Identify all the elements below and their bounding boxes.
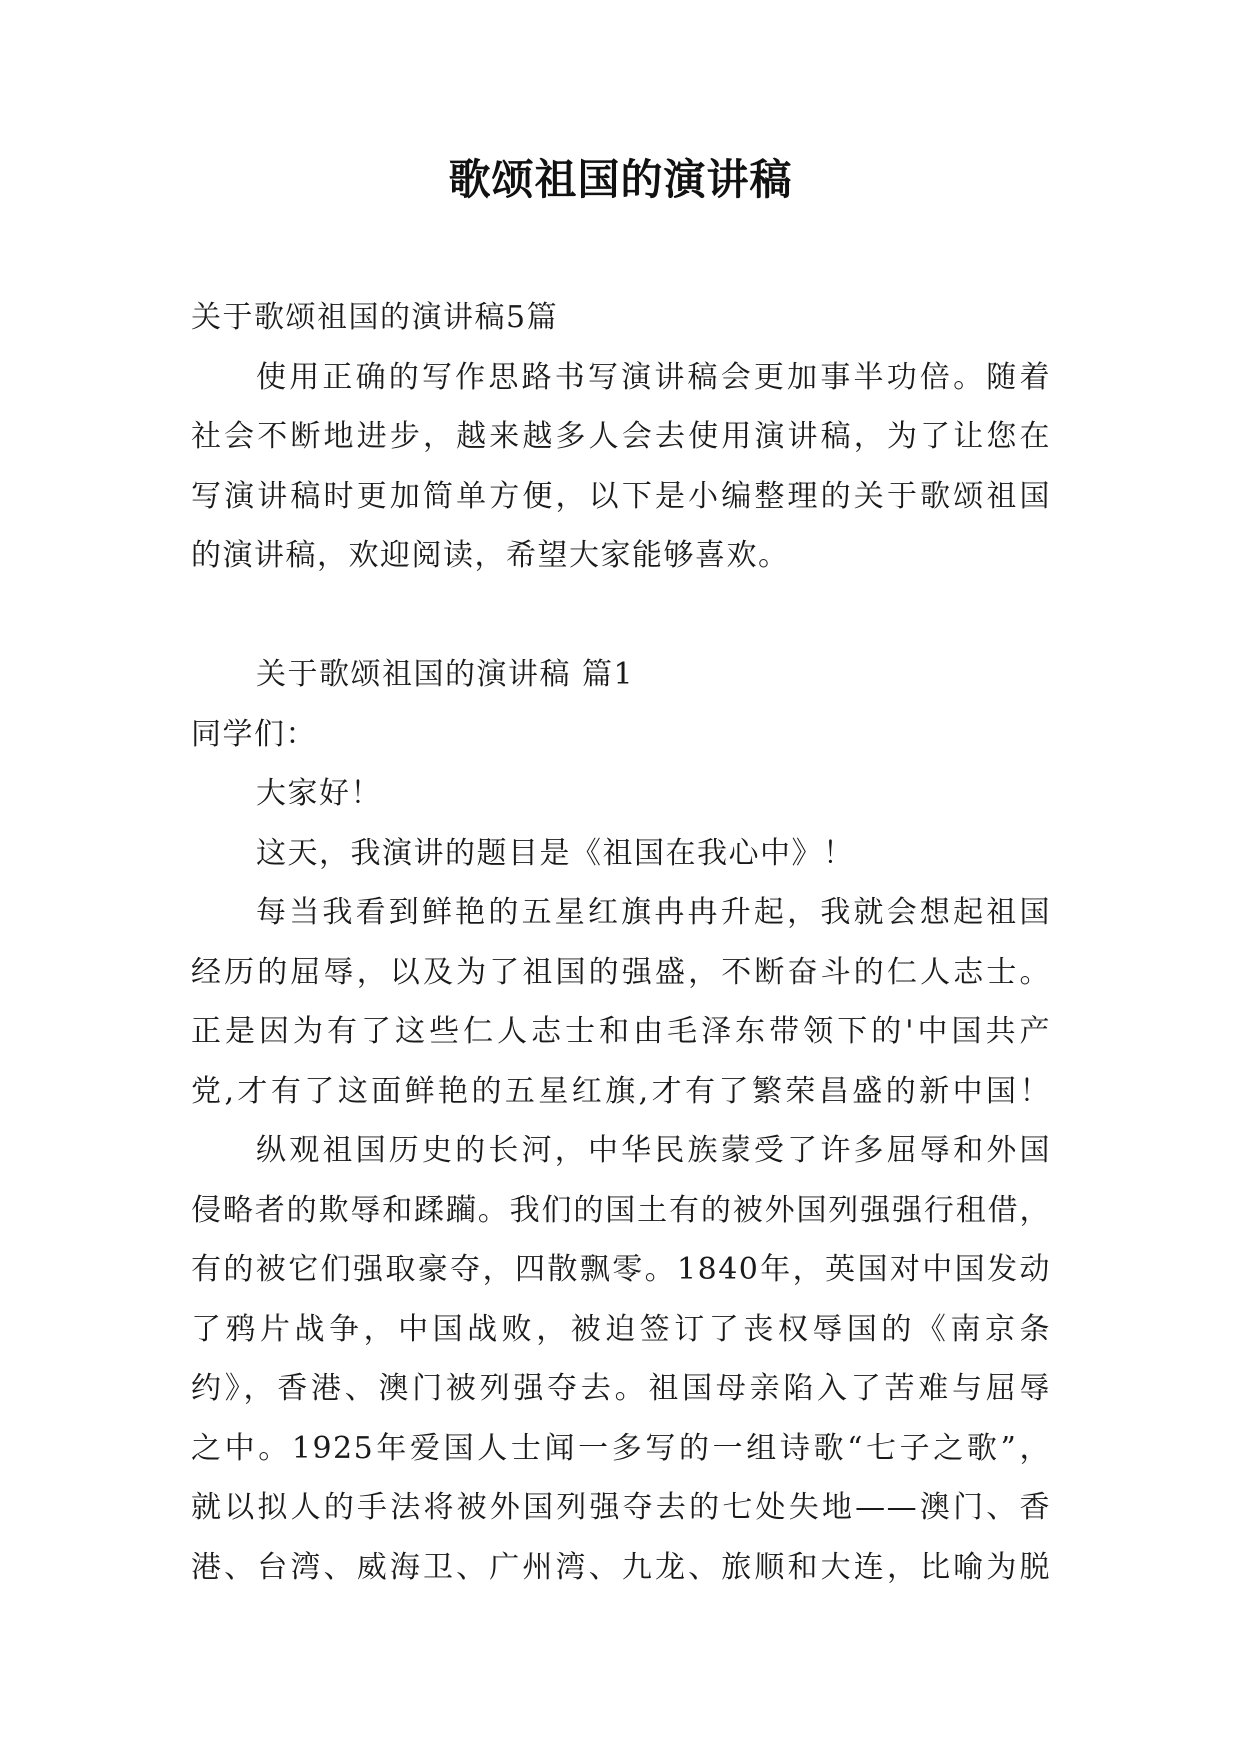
paragraph-line: 社会不断地进步，越来越多人会去使用演讲稿，为了让您在: [191, 419, 1051, 454]
paragraph-line: 每当我看到鲜艳的五星红旗冉冉升起，我就会想起祖国: [256, 895, 1051, 930]
greeting: 大家好！: [256, 776, 382, 811]
paragraph-line: 约》，香港、澳门被列强夺去。祖国母亲陷入了苦难与屈辱: [191, 1371, 1051, 1406]
paragraph-line: 这天，我演讲的题目是《祖国在我心中》！: [256, 835, 855, 871]
paragraph-line: 就以拟人的手法将被外国列强夺去的七处失地——澳门、香: [191, 1490, 1051, 1525]
paragraph-line: 党,才有了这面鲜艳的五星红旗,才有了繁荣昌盛的新中国！: [191, 1073, 1051, 1109]
paragraph-line: 侵略者的欺辱和蹂躏。我们的国土有的被外国列强强行租借，: [191, 1192, 1051, 1228]
paragraph-line: 经历的屈辱，以及为了祖国的强盛，不断奋斗的仁人志士。: [191, 954, 1051, 990]
paragraph-line: 纵观祖国历史的长河，中华民族蒙受了许多屈辱和外国: [256, 1133, 1051, 1168]
paragraph-line: 正是因为有了这些仁人志士和由毛泽东带领下的'中国共产: [191, 1014, 1051, 1049]
salutation: 同学们：: [191, 716, 317, 752]
intro-heading: 关于歌颂祖国的演讲稿5篇: [191, 300, 559, 335]
document-body: [191, 288, 1051, 1597]
paragraph-line: 之中。1925年爱国人士闻一多写的一组诗歌“七子之歌”，: [191, 1430, 1051, 1466]
paragraph-line: 港、台湾、威海卫、广州湾、九龙、旅顺和大连，比喻为脱: [191, 1549, 1051, 1585]
paragraph-line: 有的被它们强取豪夺，四散飘零。1840年，英国对中国发动: [191, 1252, 1051, 1287]
paragraph-line: 使用正确的写作思路书写演讲稿会更加事半功倍。随着: [256, 359, 1051, 395]
paragraph-line: 了鸦片战争，中国战败，被迫签订了丧权辱国的《南京条: [191, 1311, 1051, 1347]
paragraph-line: 写演讲稿时更加简单方便，以下是小编整理的关于歌颂祖国: [191, 478, 1051, 514]
document-title: 歌颂祖国的演讲稿: [448, 155, 793, 204]
paragraph-line: 的演讲稿，欢迎阅读，希望大家能够喜欢。: [191, 538, 790, 573]
paragraph-spacer: [191, 586, 1051, 646]
section-heading: 关于歌颂祖国的演讲稿 篇1: [256, 657, 635, 692]
